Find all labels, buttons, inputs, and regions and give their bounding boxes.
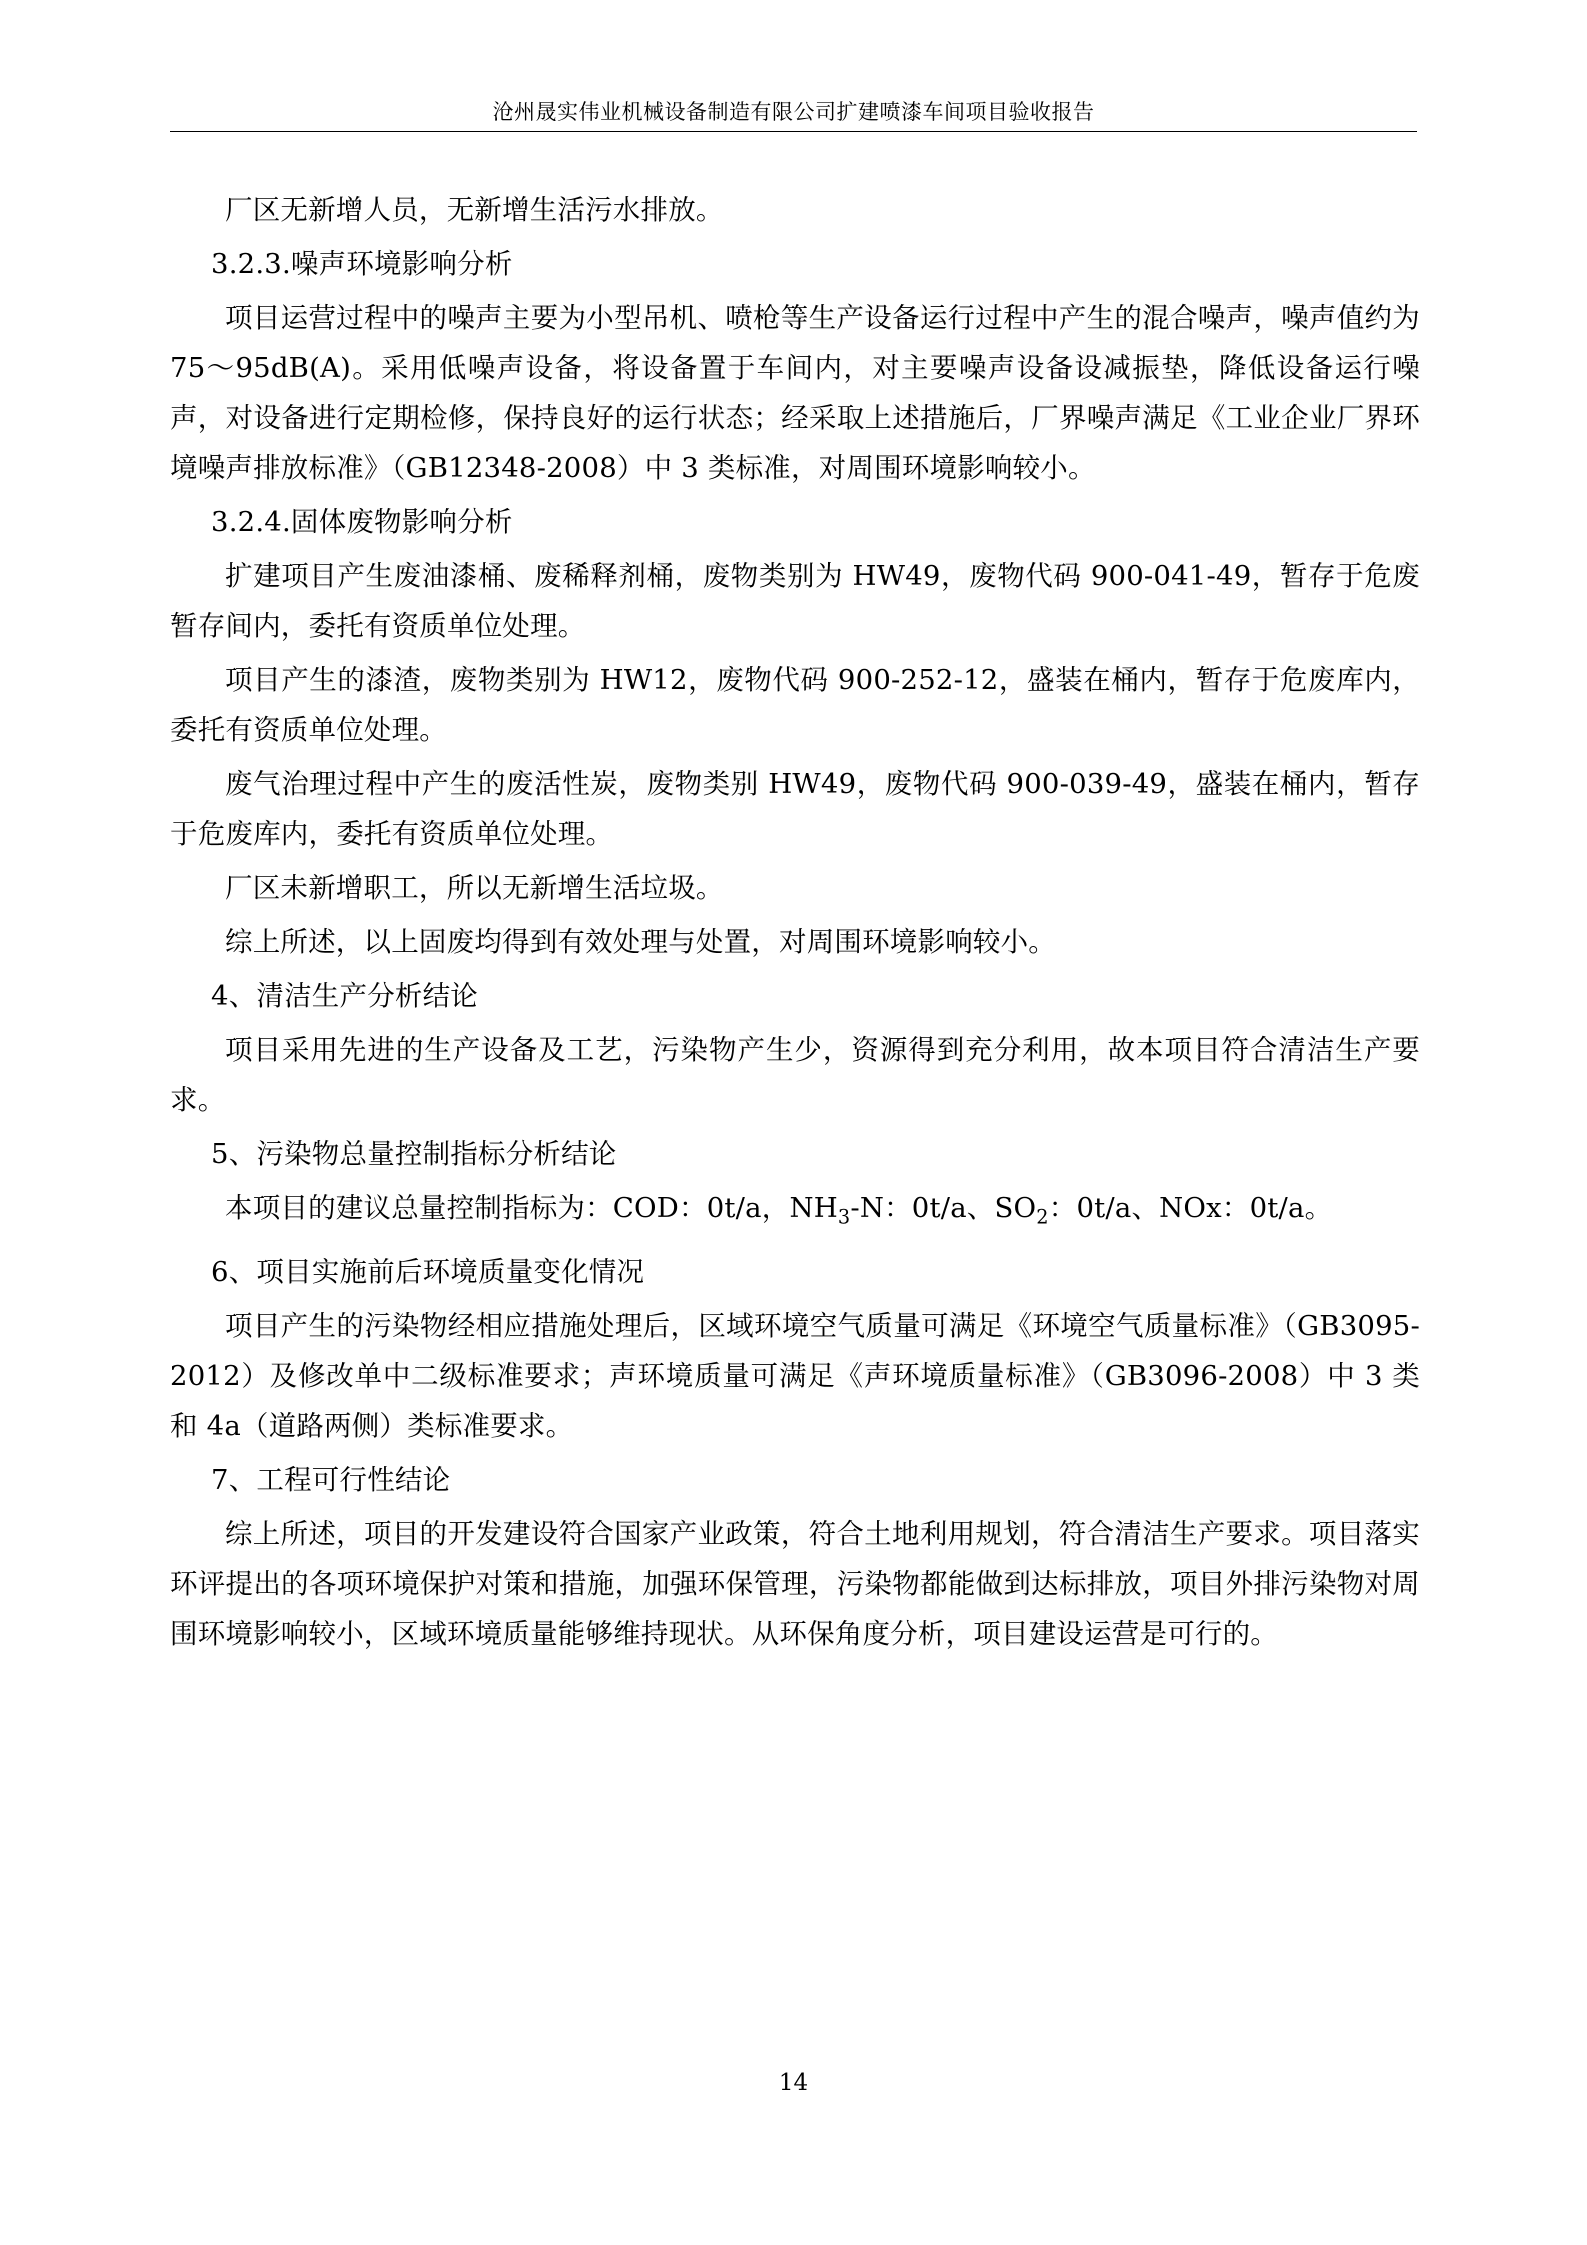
paragraph-total-control: 本项目的建议总量控制指标为：COD：0t/a，$NH_3-N$：0t/a、$SO_2$：0t/a、NOx：0t/a。 [225,1192,1333,1229]
document-body [170,185,1420,1663]
paragraph: 综上所述，以上固废均得到有效处理与处置，对周围环境影响较小。 [225,926,1056,958]
paragraph: 厂区未新增职工，所以无新增生活垃圾。 [225,872,724,904]
paragraph: 综上所述，项目的开发建设符合国家产业政策，符合土地利用规划，符合清洁生产要求。项目落实环评提出的各项环境保护对策和措施，加强环保管理，污染物都能做到达标排放，项目外排污染物对周围环境影响较小，区域环境质量能够维持现状。从环保角度分析，项目建设运营是可行的。 [170,1517,1420,1650]
paragraph: 废气治理过程中产生的废活性炭，废物类别 HW49，废物代码 900-039-49，盛装在桶内，暂存于危废库内，委托有资质单位处理。 [170,768,1420,850]
section-heading: 6、项目实施前后环境质量变化情况 [211,1255,645,1288]
paragraph: 项目产生的污染物经相应措施处理后，区域环境空气质量可满足《环境空气质量标准》（GB3095-2012）及修改单中二级标准要求；声环境质量可满足《声环境质量标准》（GB3096-2008）中 3 类和 4a（道路两侧）类标准要求。 [170,1309,1420,1442]
page-header: 沧州晟实伟业机械设备制造有限公司扩建喷漆车间项目验收报告 [492,100,1095,124]
section-heading: 3.2.4.固体废物影响分析 [211,506,513,538]
section-heading: 4、清洁生产分析结论 [211,980,478,1012]
paragraph: 项目运营过程中的噪声主要为小型吊机、喷枪等生产设备运行过程中产生的混合噪声，噪声值约为 75～95dB(A)。采用低噪声设备，将设备置于车间内，对主要噪声设备设减振垫，降低设备运行噪声，对设备进行定期检修，保持良好的运行状态；经采取上述措施后，厂界噪声满足《工业企业厂界环境噪声排放标准》（GB12348-2008）中 3 类标准，对周围环境影响较小。 [170,302,1420,484]
page-number: 14 [778,2070,809,2096]
paragraph: 厂区无新增人员，无新增生活污水排放。 [225,194,724,226]
paragraph: 项目采用先进的生产设备及工艺，污染物产生少，资源得到充分利用，故本项目符合清洁生产要求。 [170,1034,1420,1116]
paragraph: 项目产生的漆渣，废物类别为 HW12，废物代码 900-252-12，盛装在桶内，暂存于危废库内，委托有资质单位处理。 [170,664,1420,746]
header-divider [170,131,1417,132]
paragraph: 扩建项目产生废油漆桶、废稀释剂桶，废物类别为 HW49，废物代码 900-041-49，暂存于危废暂存间内，委托有资质单位处理。 [170,560,1420,642]
section-heading: 3.2.3.噪声环境影响分析 [211,248,513,280]
section-heading: 5、污染物总量控制指标分析结论 [211,1138,617,1170]
section-heading: 7、工程可行性结论 [211,1463,451,1496]
